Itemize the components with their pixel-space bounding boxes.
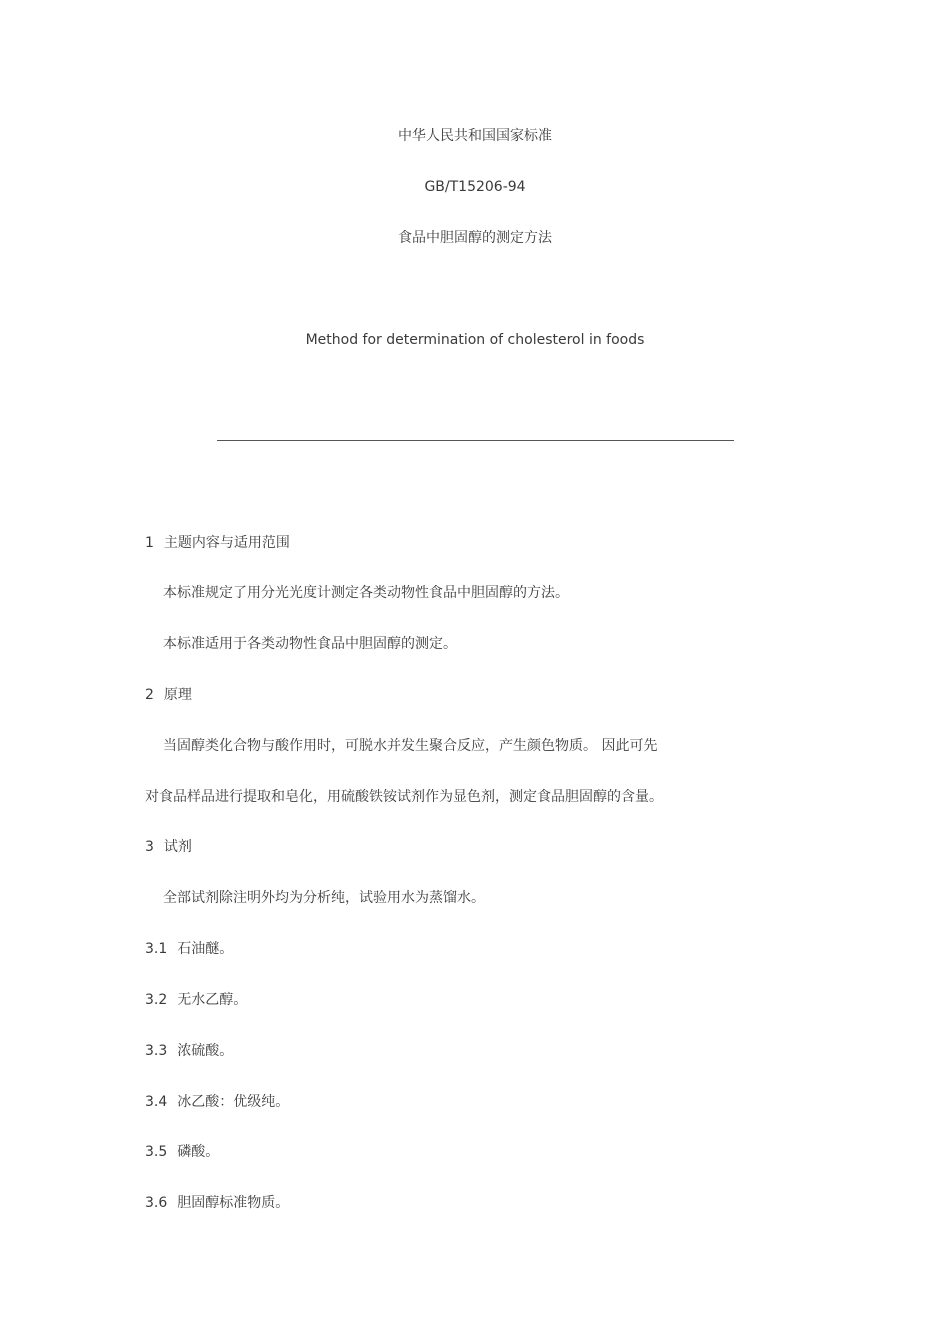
item-text: 冰乙酸：优级纯。 xyxy=(177,1094,290,1110)
section-title: 试剂 xyxy=(163,839,192,855)
item-text: 胆固醇标准物质。 xyxy=(177,1195,290,1211)
section-1-paragraph-1: 本标准规定了用分光光度计测定各类动物性食品中胆固醇的方法。 xyxy=(163,585,569,601)
section-2-heading xyxy=(145,685,192,705)
section-number: 1 xyxy=(145,535,154,551)
item-number: 3.6 xyxy=(145,1195,168,1211)
list-item xyxy=(145,1142,219,1162)
section-3-heading xyxy=(145,837,192,857)
list-item xyxy=(145,990,247,1010)
item-number: 3.1 xyxy=(145,941,168,957)
section-1-heading xyxy=(145,533,290,553)
section-2-paragraph-line-1: 当固醇类化合物与酸作用时，可脱水并发生聚合反应，产生颜色物质。 因此可先 xyxy=(163,738,658,754)
item-text: 无水乙醇。 xyxy=(177,992,248,1008)
item-number: 3.4 xyxy=(145,1094,168,1110)
section-title: 主题内容与适用范围 xyxy=(163,535,290,551)
item-text: 石油醚。 xyxy=(177,941,234,957)
item-text: 磷酸。 xyxy=(177,1144,220,1160)
title-en: Method for determination of cholesterol in foods xyxy=(305,332,645,348)
item-number: 3.2 xyxy=(145,992,168,1008)
standard-org: 中华人民共和国国家标准 xyxy=(398,128,552,144)
list-item xyxy=(145,1193,289,1213)
section-number: 3 xyxy=(145,839,154,855)
section-3-paragraph-1: 全部试剂除注明外均为分析纯，试验用水为蒸馏水。 xyxy=(163,890,485,906)
section-2-paragraph-line-2: 对食品样品进行提取和皂化，用硫酸铁铵试剂作为显色剂，测定食品胆固醇的含量。 xyxy=(145,789,663,805)
separator-rule xyxy=(217,440,734,441)
title-cn: 食品中胆固醇的测定方法 xyxy=(398,230,552,246)
list-item xyxy=(145,1092,289,1112)
section-title: 原理 xyxy=(163,687,192,703)
item-text: 浓硫酸。 xyxy=(177,1043,234,1059)
list-item xyxy=(145,1041,233,1061)
section-1-paragraph-2: 本标准适用于各类动物性食品中胆固醇的测定。 xyxy=(163,636,457,652)
item-number: 3.5 xyxy=(145,1144,168,1160)
list-item xyxy=(145,939,233,959)
item-number: 3.3 xyxy=(145,1043,168,1059)
standard-code: GB/T15206-94 xyxy=(424,179,526,195)
section-number: 2 xyxy=(145,687,154,703)
